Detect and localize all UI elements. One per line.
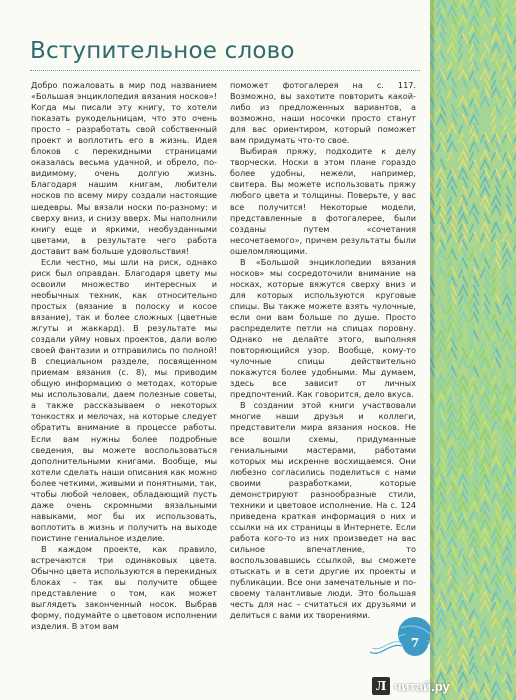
paragraph: В создании этой книги участвовали многие наши друзья и коллеги, представители мира вязания носков. Не все вошли схемы, придуманные гениальными мастерами, работами которых мы искренне восхищаемся. Они любезно согласились поделиться с нами своими разработками, которые демонстрируют разнообразные стили, техники и цветовое исполнение. На с. 124 приведена краткая информация о них и ссылки на их страницы в Интернете. Если работа кого-то из них произведет на вас сильное впечатление, то воспользовавшись ссылкой, вы сможете отыскать и в сети другие их проекты и публикации. Все они замечательные и по-своему талантливые люди. Это большая честь для нас – считаться их друзьями и делиться с вами их творениями. xyxy=(230,400,416,621)
paragraph: Выбирая пряжу, подходите к делу творчески. Носки в этом плане гораздо более удобны, нежели, например, свитера. Вы можете использовать пряжу любого цвета и толщины. Поверьте, у вас все получится! Некоторые модели, представленные в фотогалерее, были созданы путем «сочетания несочетаемого», причем результаты были ошеломляющими. xyxy=(230,146,416,256)
page-number: 7 xyxy=(402,630,428,656)
watermark-text: читай.ру xyxy=(394,678,450,694)
paragraph: В «Большой энциклопедии вязания носков» мы сосредоточили внимание на носках, которые вяжутся сверху вниз и для которых используются круговые спицы. Вы также можете взять чулочные, если они вам больше по душе. Просто распределите петли на спицах поровну. Однако не делайте этого, выполняя повторяющийся узор. Вообще, кому-то чулочные спицы действительно покажутся более удобными. Мы думаем, здесь все зависит от личных предпочтений. Как говорится, дело вкуса. xyxy=(230,256,416,400)
watermark-logo: Л xyxy=(372,677,390,695)
left-text-column xyxy=(31,80,217,632)
right-text-column xyxy=(230,80,416,621)
paragraph: поможет фотогалерея на с. 117. Возможно, вы захотите повторить какой-либо из предложенных вариантов, а возможно, наши носочки просто станут для вас ориентиром, который поможет вам придумать что-то свое. xyxy=(230,80,416,146)
paragraph: Если честно, мы шли на риск, однако риск был оправдан. Благодаря цвету мы освоили множество интересных и необычных техник, как относительно простых (вязание в полоску и косое вязание), так и более сложных (цветные жгуты и жаккард). В результате мы создали уйму новых проектов, дали волю своей фантазии и отправились по полной! В специальном разделе, посвященном приемам вязания (с. 8), мы приводим общую информацию о методах, которые мы использовали, даем полезные советы, а также рассказываем о некоторых тонкостях и мелочах, на которые следует обратить внимание в процессе работы. Если вам нужны более подробные сведения, вы можете воспользоваться дополнительными книгами. Вообще, мы хотели сделать наши описания как можно более четкими, живыми и понятными, так, чтобы любой человек, обладающий пусть даже очень скромными вязальными навыками, мог бы их использовать, воплотить в жизнь и получить на выходе поистине гениальное изделие. xyxy=(31,256,217,543)
knit-texture-image xyxy=(430,0,516,700)
paragraph: В каждом проекте, как правило, встречаются три одинаковых цвета. Обычно цвета используются в перекидных блоках – так вы получите общее представление о том, как может выглядеть законченный носок. Выбрав форму, подумайте о цветовом исполнении изделия. В этом вам xyxy=(31,543,217,632)
watermark xyxy=(372,676,450,696)
knit-texture-svg xyxy=(430,0,516,700)
title-divider xyxy=(30,70,420,71)
paragraph: Добро пожаловать в мир под названием «Большая энциклопедия вязания носков»! Когда мы писали эту книгу, то хотели показать рукодельницам, что это очень просто – разработать свой собственный проект и воплотить его в жизнь. Идея блоков с перекидными страницами оказалась весьма удачной, и обрело, по-видимому, очень долгую жизнь. Благодаря нашим книгам, любители носков по всему миру создали настоящие шедевры. Мы вязали носки по-разному: и сверху вниз, и снизу вверх. Мы наполнили книгу еще и яркими, необузданными цветами, в результате чего работа доставит вам больше удовольствия! xyxy=(31,80,217,256)
page-title: Вступительное слово xyxy=(30,38,295,64)
